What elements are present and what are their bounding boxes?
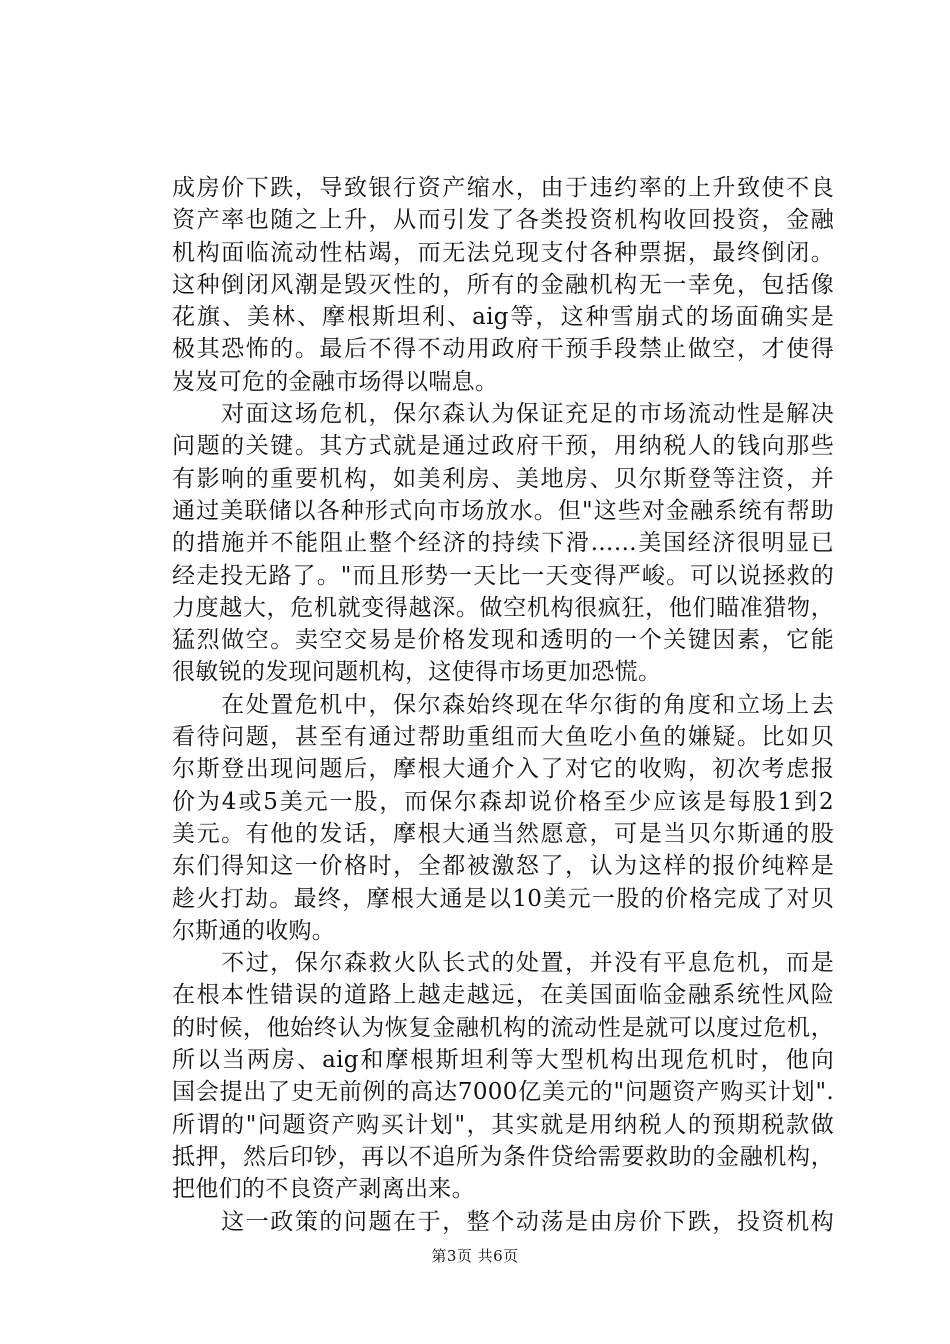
text-line: 趁火打劫。最终，摩根大通是以10美元一股的价格完成了对贝 (172, 885, 834, 912)
text-line: 花旗、美林、摩根斯坦利、aig等，这种雪崩式的场面确实是 (172, 304, 834, 331)
text-line: 猛烈做空。卖空交易是价格发现和透明的一个关键因素，它能 (172, 627, 834, 654)
text-line: 对面这场危机，保尔森认为保证充足的市场流动性是解决 (172, 401, 834, 428)
text-line: 看待问题，甚至有通过帮助重组而大鱼吃小鱼的嫌疑。比如贝 (172, 724, 834, 751)
text-line: 抵押，然后印钞，再以不追所为条件贷给需要救助的金融机构， (172, 1143, 834, 1170)
text-line: 的措施并不能阻止整个经济的持续下滑……美国经济很明显已 (172, 530, 834, 557)
text-line: 尔斯通的收购。 (172, 917, 336, 944)
text-line: 很敏锐的发现问题机构，这使得市场更加恐慌。 (172, 659, 662, 686)
text-line: 极其恐怖的。最后不得不动用政府干预手段禁止做空，才使得 (172, 336, 834, 363)
text-line: 资产率也随之上升，从而引发了各类投资机构收回投资，金融 (172, 207, 834, 234)
text-line: 这一政策的问题在于，整个动荡是由房价下跌，投资机构 (172, 1208, 834, 1235)
text-line: 成房价下跌，导致银行资产缩水，由于违约率的上升致使不良 (172, 175, 834, 201)
text-line: 不过，保尔森救火队长式的处置，并没有平息危机，而是 (172, 950, 834, 977)
text-line: 有影响的重要机构，如美利房、美地房、贝尔斯登等注资，并 (172, 465, 834, 492)
text-line: 价为4或5美元一股，而保尔森却说价格至少应该是每股1到2 (172, 788, 834, 815)
text-line: 东们得知这一价格时，全都被激怒了，认为这样的报价纯粹是 (172, 853, 834, 880)
text-line: 所谓的"问题资产购买计划"，其实就是用纳税人的预期税款做 (172, 1111, 834, 1138)
text-line: 岌岌可危的金融市场得以喘息。 (172, 368, 499, 395)
text-line: 国会提出了史无前例的高达7000亿美元的"问题资产购买计划". (172, 1079, 834, 1106)
text-line: 在处置危机中，保尔森始终现在华尔街的角度和立场上去 (172, 691, 834, 718)
text-line: 美元。有他的发话，摩根大通当然愿意，可是当贝尔斯通的股 (172, 820, 834, 847)
text-line: 问题的关键。其方式就是通过政府干预，用纳税人的钱向那些 (172, 433, 834, 460)
text-line: 经走投无路了。"而且形势一天比一天变得严峻。可以说拯救的 (172, 562, 834, 589)
page-footer: 第3页 共6页 (431, 1247, 519, 1265)
text-line: 尔斯登出现问题后，摩根大通介入了对它的收购，初次考虑报 (172, 756, 834, 783)
body-text (172, 172, 834, 1238)
text-line: 机构面临流动性枯竭，而无法兑现支付各种票据，最终倒闭。 (172, 239, 834, 266)
text-line: 所以当两房、aig和摩根斯坦利等大型机构出现危机时，他向 (172, 1047, 834, 1074)
text-line: 在根本性错误的道路上越走越远，在美国面临金融系统性风险 (172, 982, 834, 1009)
text-line: 的时候，他始终认为恢复金融机构的流动性是就可以度过危机， (172, 1014, 834, 1041)
text-line: 这种倒闭风潮是毁灭性的，所有的金融机构无一幸免，包括像 (172, 271, 834, 298)
text-line: 力度越大，危机就变得越深。做空机构很疯狂，他们瞄准猎物， (172, 594, 834, 621)
text-line: 通过美联储以各种形式向市场放水。但"这些对金融系统有帮助 (172, 497, 834, 524)
text-line: 把他们的不良资产剥离出来。 (172, 1176, 475, 1203)
